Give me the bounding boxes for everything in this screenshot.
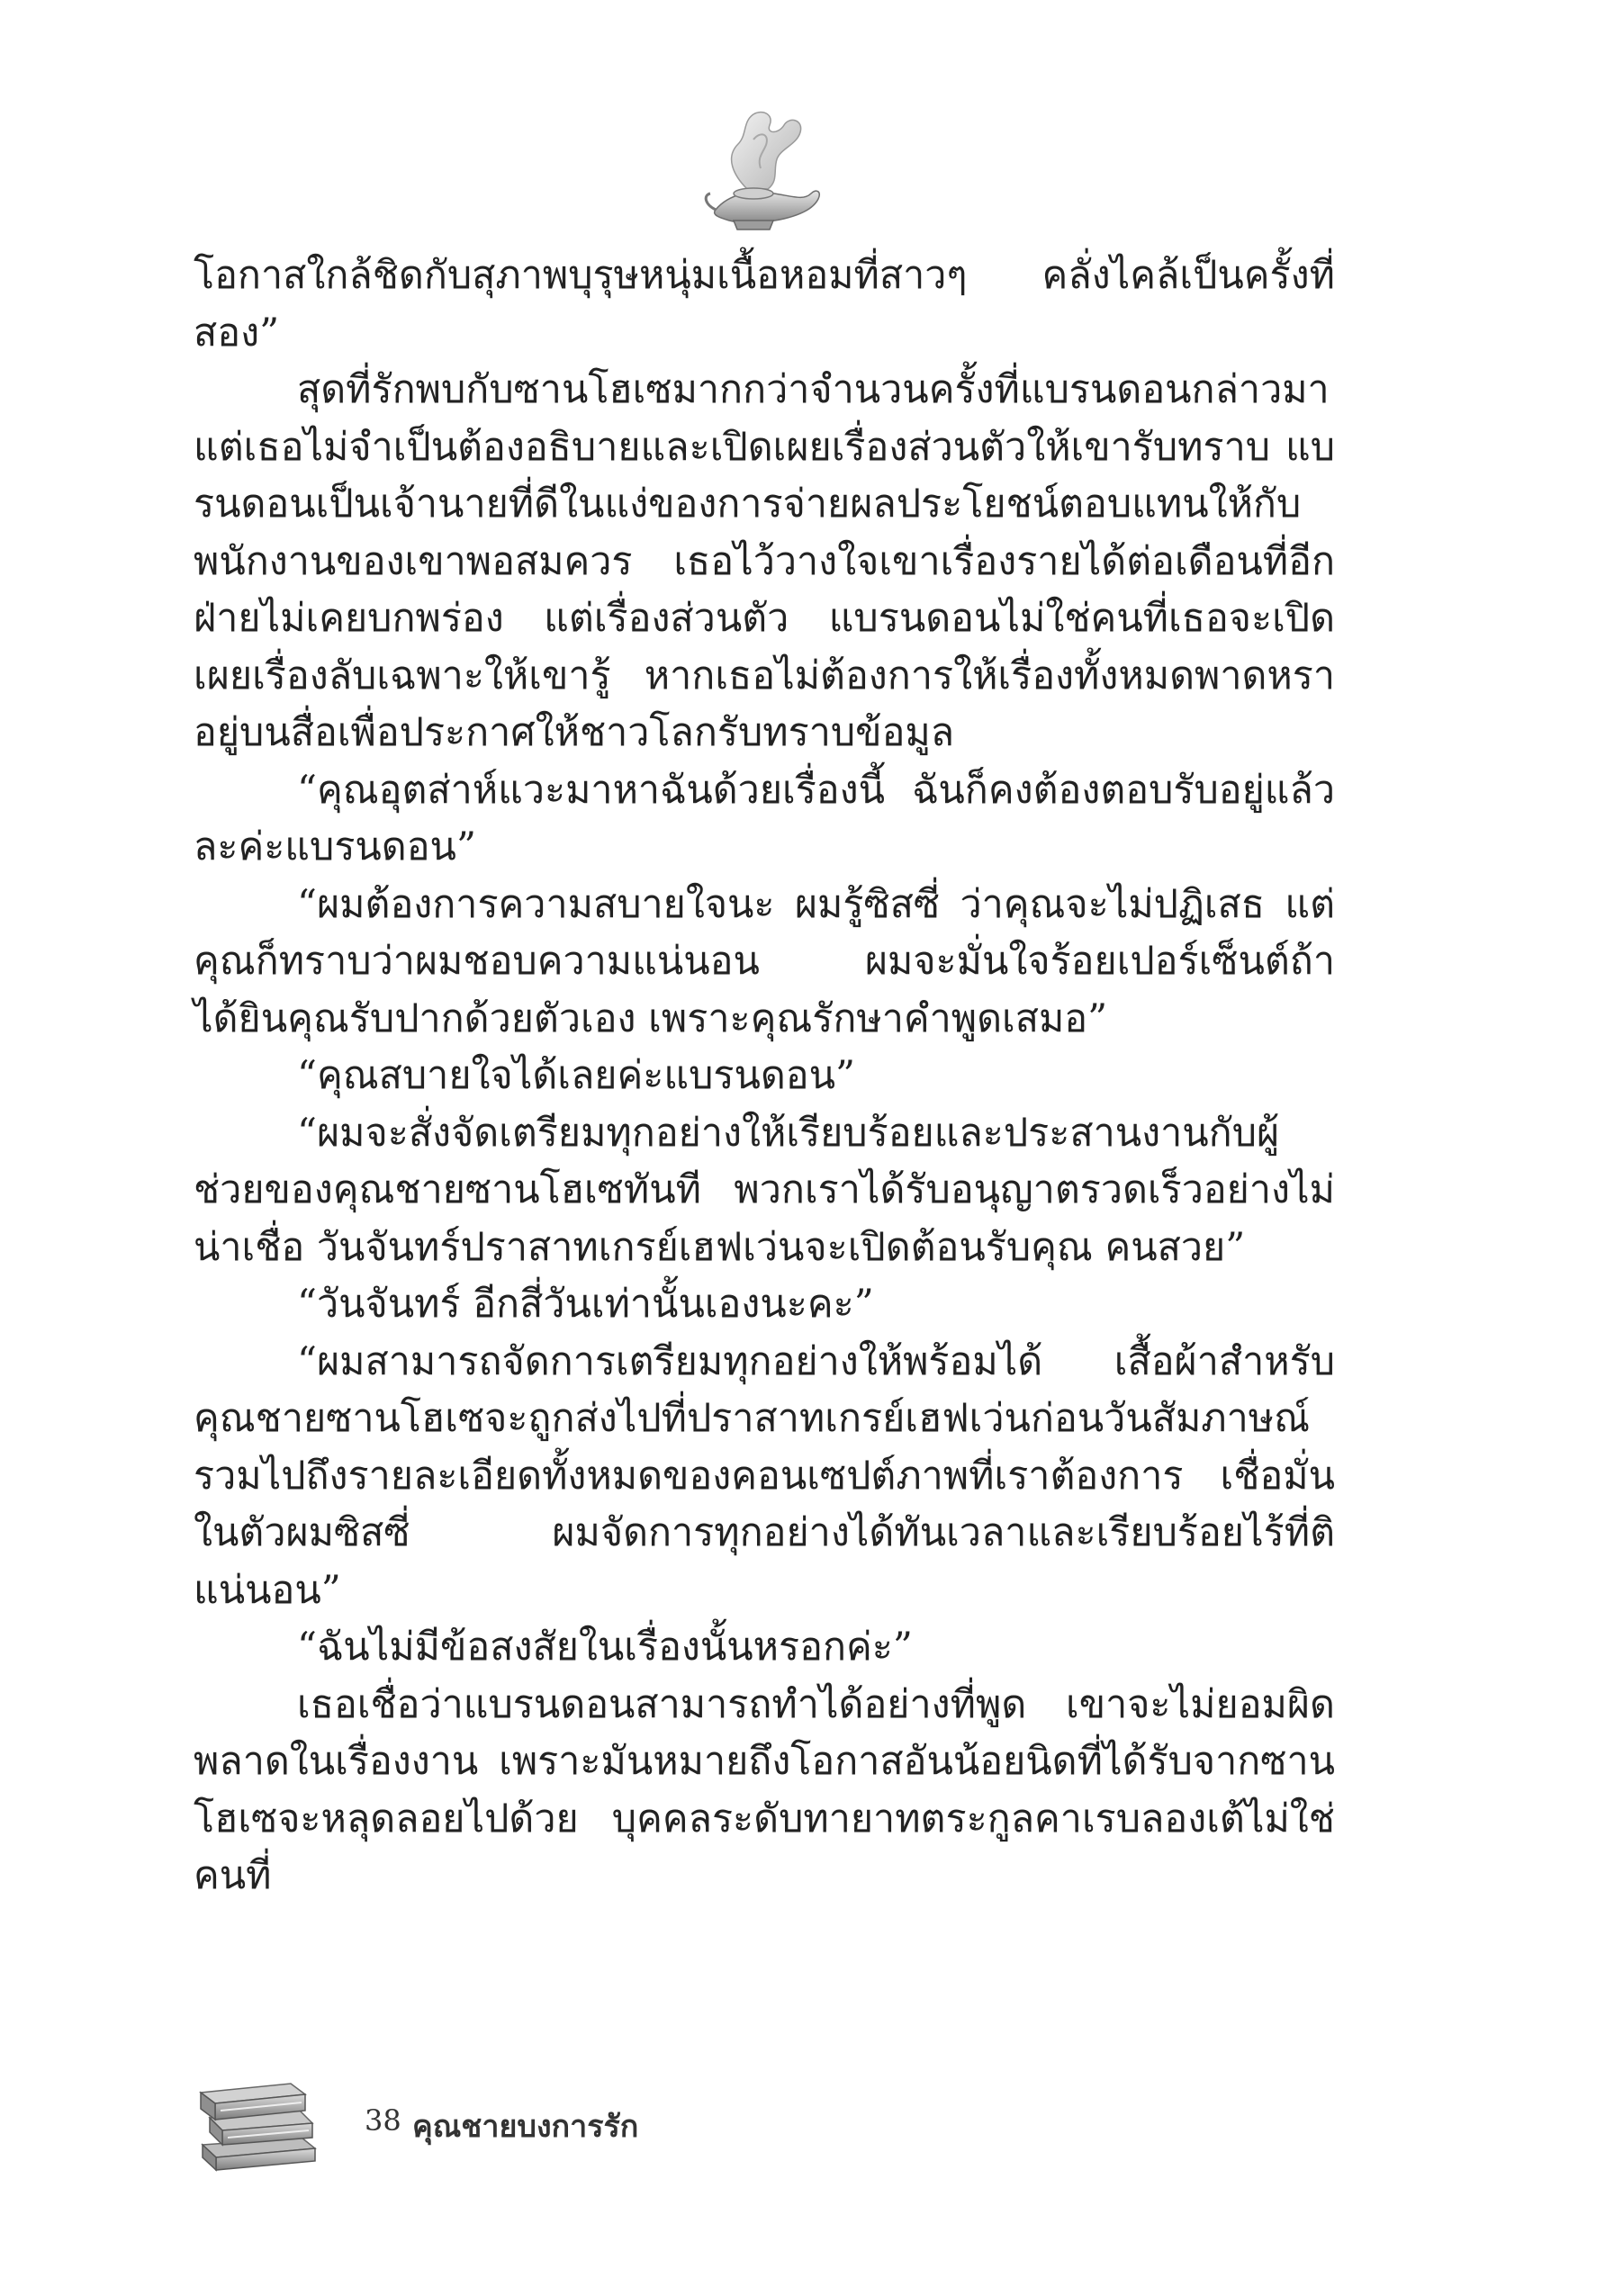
paragraph: “วันจันทร์ อีกสี่วันเท่านั้นเองนะคะ” <box>297 1282 874 1327</box>
paragraph: “ผมสามารถจัดการเตรียมทุกอย่างให้พร้อมได้ เสื้อผ้าสำหรับคุณชายซานโฮเซจะถูกส่งไปที่ปราสาทเกรย์เฮฟเว่นก่อนวันสัมภาษณ์ รวมไปถึงรายละเอียดทั้งหมดของคอนเซปต์ภาพที่เราต้องการ เชื่อมั่นในตัวผมซิสซี่ ผมจัดการทุกอย่างได้ทันเวลาและเรียบร้อยไร้ที่ติแน่นอน” <box>194 1338 1335 1613</box>
paragraph: โอกาสใกล้ชิดกับสุภาพบุรุษหนุ่มเนื้อหอมที่สาวๆ คลั่งไคล้เป็นครั้งที่สอง” <box>194 253 1335 356</box>
paragraph: “ฉันไม่มีข้อสงสัยในเรื่องนั้นหรอกค่ะ” <box>297 1625 913 1670</box>
paragraph: สุดที่รักพบกับซานโฮเซมากกว่าจำนวนครั้งที่แบรนดอนกล่าวมา แต่เธอไม่จำเป็นต้องอธิบายและเปิดเผยเรื่องส่วนตัวให้เขารับทราบ แบรนดอนเป็นเจ้านายที่ดีในแง่ของการจ่ายผลประโยชน์ตอบแทนให้กับพนักงานของเขาพอสมควร เธอไว้วางใจเขาเรื่องรายได้ต่อเดือนที่อีกฝ่ายไม่เคยบกพร่อง แต่เรื่องส่วนตัว แบรนดอนไม่ใช่คนที่เธอจะเปิดเผยเรื่องลับเฉพาะให้เขารู้ หากเธอไม่ต้องการให้เรื่องทั้งหมดพาดหราอยู่บนสื่อเพื่อประกาศให้ชาวโลกรับทราบข้อมูล <box>194 367 1335 755</box>
page-number: 38 <box>365 2103 401 2138</box>
paragraph: “ผมจะสั่งจัดเตรียมทุกอย่างให้เรียบร้อยและประสานงานกับผู้ช่วยของคุณชายซานโฮเซทันที พวกเราได้รับอนุญาตรวดเร็วอย่างไม่น่าเชื่อ วันจันทร์ปราสาทเกรย์เฮฟเว่นจะเปิดต้อนรับคุณ คนสวย” <box>194 1110 1335 1270</box>
paragraph: “ผมต้องการความสบายใจนะ ผมรู้ซิสซี่ ว่าคุณจะไม่ปฏิเสธ แต่คุณก็ทราบว่าผมชอบความแน่นอน ผมจะมั่นใจร้อยเปอร์เซ็นต์ถ้าได้ยินคุณรับปากด้วยตัวเอง เพราะคุณรักษาคำพูดเสมอ” <box>194 881 1335 1041</box>
book-title: คุณชายบงการรัก <box>412 2109 639 2145</box>
paragraph: “คุณอุตส่าห์แวะมาหาฉันด้วยเรื่องนี้ ฉันก็คงต้องตอบรับอยู่แล้วละค่ะแบรนดอน” <box>194 767 1335 869</box>
page-footer <box>194 2075 824 2174</box>
stacked-books-icon <box>194 2075 324 2174</box>
paragraph: “คุณสบายใจได้เลยค่ะแบรนดอน” <box>297 1053 855 1098</box>
paragraph: เธอเชื่อว่าแบรนดอนสามารถทำได้อย่างที่พูด เขาจะไม่ยอมผิดพลาดในเรื่องงาน เพราะมันหมายถึงโอกาสอันน้อยนิดที่ได้รับจากซานโฮเซจะหลุดลอยไปด้วย บุคคลระดับทายาทตระกูลคาเรบลองเต้ไม่ใช่คนที่ <box>194 1681 1335 1898</box>
genie-lamp-icon <box>698 104 824 239</box>
body-text <box>194 248 1335 1905</box>
